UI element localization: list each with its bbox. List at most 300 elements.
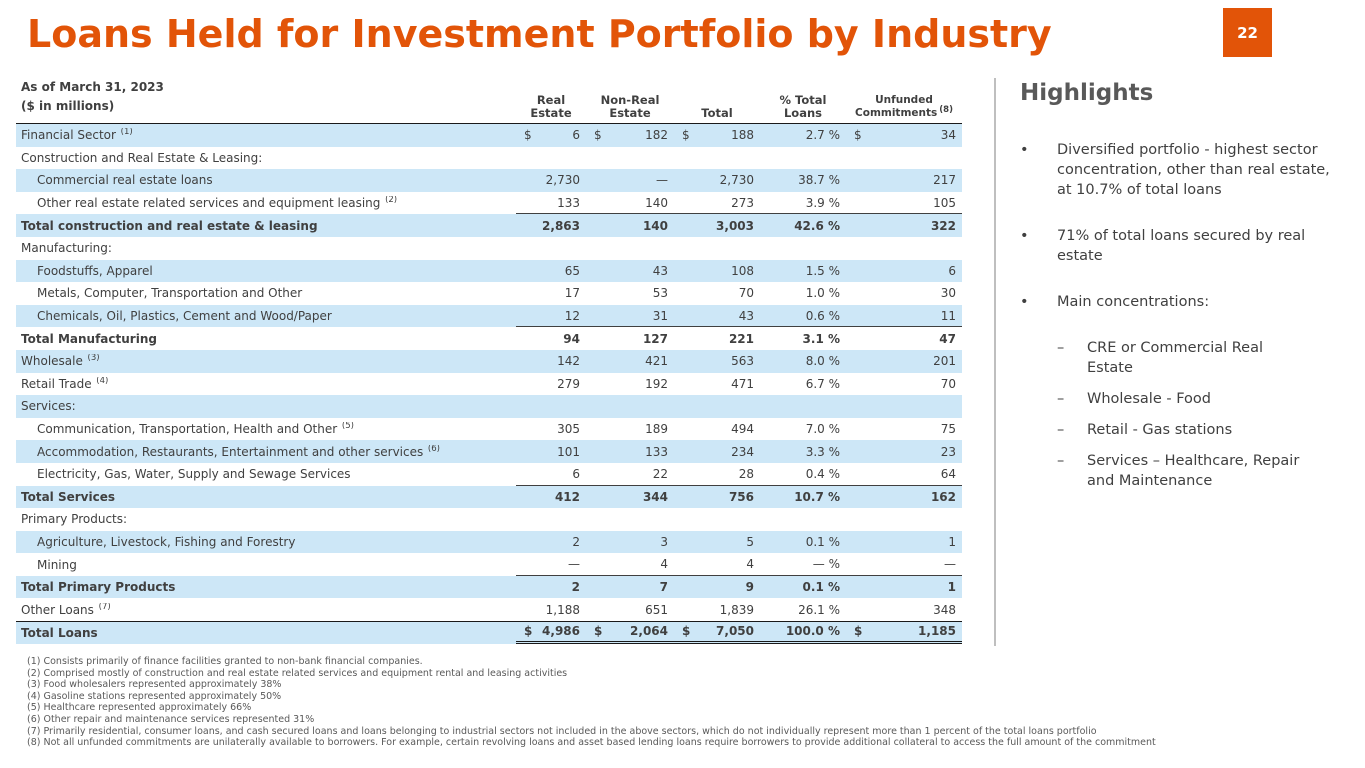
footnote-line: (1) Consists primarily of finance facilities granted to non-bank financial companies. — [27, 656, 423, 667]
row-label-text: Services: — [21, 399, 76, 414]
row-label — [16, 422, 516, 436]
highlights-panel — [1010, 78, 1350, 646]
header-line: Non-Real — [600, 93, 660, 107]
cell-non-real-estate — [586, 486, 674, 509]
cell-unfunded-commitments — [846, 531, 962, 554]
highlight-bullet — [1020, 292, 1350, 312]
cell-unfunded-commitments — [846, 373, 962, 396]
cell-total — [674, 214, 760, 237]
table-row — [16, 237, 962, 260]
cell-unfunded-commitments — [846, 214, 962, 237]
dollar-sign: $ — [594, 624, 603, 639]
footnote-line: (8) Not all unfunded commitments are unilaterally available to borrowers. For example, certain revolving loans and asset based lending loans require borrowers to provide additional collateral to access the full amount of the commitment — [27, 737, 1156, 749]
cell-unfunded-commitments — [846, 440, 962, 463]
cell-value: 6 — [948, 263, 956, 278]
cell-pct-total-loans — [760, 463, 846, 486]
cell-total — [674, 192, 760, 215]
cell-non-real-estate — [586, 147, 674, 170]
cell-value: — % — [812, 557, 840, 572]
highlight-bullet — [1020, 226, 1350, 266]
highlight-sub-bullet — [1057, 420, 1350, 440]
page-title: Loans Held for Investment Portfolio by Industry — [27, 12, 1052, 56]
cell-non-real-estate — [586, 282, 674, 305]
header-line: Total — [701, 106, 733, 120]
row-label-text: Agriculture, Livestock, Fishing and Forestry — [37, 534, 296, 549]
highlights-list — [1020, 140, 1350, 491]
table-row — [16, 282, 962, 305]
cell-value: 234 — [731, 444, 754, 459]
header-line: Unfunded — [875, 94, 933, 106]
cell-pct-total-loans — [760, 486, 846, 509]
footnote-ref: (7) — [95, 602, 111, 612]
cell-value: 1,188 — [545, 602, 580, 617]
header-line: Estate — [530, 106, 572, 120]
cell-real-estate — [516, 463, 586, 486]
row-label — [16, 580, 516, 594]
footnote-ref: (4) — [93, 376, 109, 386]
cell-total — [674, 350, 760, 373]
cell-value: 7 — [659, 580, 668, 595]
cell-real-estate — [516, 192, 586, 215]
row-label-text: Total construction and real estate & leasing — [21, 218, 318, 233]
cell-value: 4 — [746, 557, 754, 572]
cell-real-estate — [516, 350, 586, 373]
cell-real-estate — [516, 598, 586, 621]
table-row — [16, 327, 962, 350]
table-row — [16, 621, 962, 644]
highlight-sub-text: Wholesale - Food — [1087, 391, 1211, 407]
row-label — [16, 332, 516, 346]
cell-pct-total-loans — [760, 440, 846, 463]
loans-table — [16, 78, 962, 646]
cell-value: 0.1 % — [802, 580, 840, 595]
cell-real-estate — [516, 327, 586, 350]
header-line: % Total — [779, 93, 827, 107]
cell-pct-total-loans — [760, 576, 846, 599]
cell-total — [674, 622, 760, 644]
cell-real-estate — [516, 237, 586, 260]
cell-value: 348 — [933, 602, 956, 617]
row-label — [16, 490, 516, 504]
cell-value: 162 — [930, 489, 956, 504]
cell-value: 64 — [940, 466, 956, 481]
body — [16, 78, 1350, 646]
table-row — [16, 440, 962, 463]
cell-non-real-estate — [586, 418, 674, 441]
cell-total — [674, 463, 760, 486]
cell-real-estate — [516, 373, 586, 396]
table-row — [16, 305, 962, 328]
cell-non-real-estate — [586, 350, 674, 373]
table-row — [16, 395, 962, 418]
row-label — [16, 354, 516, 368]
cell-value: — — [656, 173, 668, 188]
header-line — [846, 104, 962, 120]
cell-total — [674, 327, 760, 350]
cell-real-estate — [516, 305, 586, 328]
cell-value: 7,050 — [716, 624, 754, 639]
cell-real-estate — [516, 553, 586, 576]
cell-value: 1,185 — [918, 624, 956, 639]
row-label — [16, 512, 516, 526]
cell-pct-total-loans — [760, 305, 846, 328]
cell-real-estate — [516, 531, 586, 554]
table-row — [16, 553, 962, 576]
cell-value: 70 — [738, 286, 754, 301]
cell-value: 471 — [731, 376, 754, 391]
cell-value: 2.7 % — [805, 128, 840, 143]
cell-value: 305 — [557, 422, 580, 437]
cell-value: 189 — [645, 422, 668, 437]
footnotes — [27, 656, 1357, 749]
cell-value: 182 — [645, 128, 668, 143]
footnote-ref: (3) — [84, 354, 100, 364]
cell-value: 28 — [738, 466, 754, 481]
footnote-ref: (6) — [425, 444, 440, 454]
cell-value: 17 — [564, 286, 580, 301]
cell-value: 1.0 % — [805, 286, 840, 301]
row-label — [16, 173, 516, 187]
cell-value: 140 — [642, 218, 668, 233]
table-caption — [16, 78, 516, 123]
highlight-text: Main concentrations: — [1057, 294, 1210, 310]
dollar-sign: $ — [854, 128, 862, 143]
bullet-icon: • — [1020, 294, 1029, 310]
cell-total — [674, 260, 760, 283]
cell-value: 94 — [563, 331, 580, 346]
cell-non-real-estate — [586, 598, 674, 621]
table-row — [16, 418, 962, 441]
cell-non-real-estate — [586, 260, 674, 283]
cell-value: — — [944, 557, 956, 572]
highlight-sub-text: Retail - Gas stations — [1087, 422, 1233, 438]
footnote-line: (6) Other repair and maintenance services represented 31% — [27, 713, 315, 725]
cell-value: 2,730 — [719, 173, 754, 188]
units-label: ($ in millions) — [21, 99, 115, 113]
title-bar — [27, 12, 1052, 56]
cell-value: 3,003 — [716, 218, 754, 233]
cell-value: 563 — [731, 354, 754, 369]
cell-total — [674, 282, 760, 305]
header-line: Real — [536, 93, 566, 107]
dollar-sign: $ — [682, 624, 691, 639]
cell-unfunded-commitments — [846, 463, 962, 486]
cell-real-estate — [516, 124, 586, 147]
cell-pct-total-loans — [760, 282, 846, 305]
col-header-total — [674, 78, 760, 123]
table-row — [16, 598, 962, 621]
cell-value: 2,064 — [630, 624, 668, 639]
highlight-sub-bullet — [1057, 389, 1350, 409]
cell-value: 133 — [557, 195, 580, 210]
cell-pct-total-loans — [760, 260, 846, 283]
row-label-text: Financial Sector — [21, 128, 116, 143]
table-row — [16, 373, 962, 396]
cell-non-real-estate — [586, 395, 674, 418]
row-label-text: Commercial real estate loans — [37, 173, 213, 188]
cell-value: 105 — [933, 195, 956, 210]
cell-value: 6.7 % — [805, 376, 840, 391]
cell-value: 3.9 % — [805, 195, 840, 210]
cell-value: 3 — [660, 534, 668, 549]
cell-real-estate — [516, 440, 586, 463]
cell-pct-total-loans — [760, 622, 846, 644]
table-row — [16, 169, 962, 192]
cell-total — [674, 169, 760, 192]
cell-non-real-estate — [586, 622, 674, 644]
cell-unfunded-commitments — [846, 576, 962, 599]
row-label-text: Accommodation, Restaurants, Entertainment and other services — [37, 444, 424, 459]
cell-value: 0.6 % — [805, 308, 840, 323]
highlight-sub-text: CRE or Commercial Real Estate — [1087, 340, 1264, 376]
col-header-pct-total-loans — [760, 78, 846, 123]
dollar-sign: $ — [594, 128, 602, 143]
cell-non-real-estate — [586, 214, 674, 237]
dollar-sign: $ — [682, 128, 690, 143]
cell-value: 8.0 % — [805, 354, 840, 369]
row-label-text: Electricity, Gas, Water, Supply and Sewage Services — [37, 467, 351, 482]
row-label — [16, 241, 516, 255]
row-label-text: Total Manufacturing — [21, 331, 157, 346]
cell-total — [674, 237, 760, 260]
cell-value: 26.1 % — [798, 602, 840, 617]
table-row — [16, 350, 962, 373]
row-label — [16, 151, 516, 165]
cell-non-real-estate — [586, 192, 674, 215]
cell-value: 5 — [746, 534, 754, 549]
cell-unfunded-commitments — [846, 553, 962, 576]
cell-total — [674, 418, 760, 441]
cell-value: 188 — [731, 128, 754, 143]
cell-total — [674, 124, 760, 147]
cell-unfunded-commitments — [846, 486, 962, 509]
cell-total — [674, 395, 760, 418]
cell-pct-total-loans — [760, 237, 846, 260]
col-header-non-real-estate — [586, 78, 674, 123]
row-label — [16, 286, 516, 300]
cell-value: — — [568, 557, 580, 572]
highlight-sub-bullet — [1057, 451, 1350, 491]
cell-non-real-estate — [586, 327, 674, 350]
cell-unfunded-commitments — [846, 282, 962, 305]
highlight-text: Diversified portfolio - highest sector concentration, other than real estate, at 10.7% of total loans — [1057, 142, 1330, 198]
dollar-sign: $ — [524, 624, 533, 639]
cell-value: 3.3 % — [805, 444, 840, 459]
cell-value: 42.6 % — [794, 218, 840, 233]
cell-value: 23 — [940, 444, 956, 459]
cell-value: 12 — [564, 308, 580, 323]
row-label — [16, 467, 516, 481]
cell-real-estate — [516, 622, 586, 644]
table-row — [16, 147, 962, 170]
row-label — [16, 264, 516, 278]
row-label-text: Mining — [37, 557, 77, 572]
cell-value: 70 — [940, 376, 956, 391]
header-line: Estate — [609, 106, 651, 120]
cell-value: 0.4 % — [805, 466, 840, 481]
footnote-line: (5) Healthcare represented approximately 66% — [27, 702, 252, 714]
cell-non-real-estate — [586, 508, 674, 531]
row-label — [16, 626, 516, 640]
cell-non-real-estate — [586, 463, 674, 486]
row-label — [16, 399, 516, 413]
cell-value: 3.1 % — [802, 331, 840, 346]
cell-value: 30 — [940, 286, 956, 301]
cell-non-real-estate — [586, 305, 674, 328]
cell-value: 108 — [731, 263, 754, 278]
cell-value: 127 — [642, 331, 668, 346]
dash-icon: – — [1057, 422, 1065, 438]
cell-value: 1.5 % — [805, 263, 840, 278]
row-label — [16, 196, 516, 210]
cell-pct-total-loans — [760, 508, 846, 531]
cell-unfunded-commitments — [846, 237, 962, 260]
col-header-unfunded-commitments — [846, 78, 962, 123]
cell-total — [674, 486, 760, 509]
bullet-icon: • — [1020, 228, 1029, 244]
highlights-title: Highlights — [1020, 80, 1154, 106]
row-label-text: Other Loans — [21, 602, 94, 617]
cell-value: 322 — [930, 218, 956, 233]
cell-value: 421 — [645, 354, 668, 369]
row-label — [16, 377, 516, 391]
cell-non-real-estate — [586, 237, 674, 260]
cell-total — [674, 440, 760, 463]
cell-real-estate — [516, 418, 586, 441]
page-number-badge: 22 — [1223, 8, 1272, 57]
cell-value: 192 — [645, 376, 668, 391]
cell-pct-total-loans — [760, 395, 846, 418]
footnote-line: (3) Food wholesalers represented approximately 38% — [27, 679, 282, 691]
cell-unfunded-commitments — [846, 508, 962, 531]
cell-pct-total-loans — [760, 124, 846, 147]
dash-icon: – — [1057, 453, 1065, 469]
row-label-text: Total Loans — [21, 625, 98, 640]
footnote-ref: (5) — [339, 422, 354, 432]
cell-value: 142 — [557, 354, 580, 369]
cell-value: 34 — [940, 128, 956, 143]
cell-pct-total-loans — [760, 169, 846, 192]
cell-total — [674, 553, 760, 576]
header-text: Commitments — [855, 107, 938, 119]
footnote-line: (2) Comprised mostly of construction and real estate related services and equipment rental and leasing activities — [27, 667, 568, 679]
row-label — [16, 535, 516, 549]
cell-total — [674, 373, 760, 396]
footnote-ref: (2) — [382, 196, 398, 206]
highlight-bullet — [1020, 140, 1350, 200]
cell-unfunded-commitments — [846, 305, 962, 328]
table-row — [16, 192, 962, 215]
cell-value: 221 — [728, 331, 754, 346]
cell-unfunded-commitments — [846, 260, 962, 283]
cell-pct-total-loans — [760, 350, 846, 373]
cell-total — [674, 531, 760, 554]
row-label-text: Primary Products: — [21, 512, 128, 527]
cell-value: 11 — [940, 308, 956, 323]
cell-value: 2,730 — [545, 173, 580, 188]
cell-value: 133 — [645, 444, 668, 459]
cell-value: 1,839 — [719, 602, 754, 617]
cell-unfunded-commitments — [846, 327, 962, 350]
cell-value: 6 — [572, 466, 580, 481]
cell-value: 217 — [933, 173, 956, 188]
table-row — [16, 214, 962, 237]
row-label-text: Chemicals, Oil, Plastics, Cement and Wood/Paper — [37, 309, 332, 324]
cell-value: 100.0 % — [785, 624, 840, 639]
table-row — [16, 260, 962, 283]
cell-unfunded-commitments — [846, 124, 962, 147]
cell-real-estate — [516, 395, 586, 418]
cell-real-estate — [516, 169, 586, 192]
cell-value: 140 — [645, 195, 668, 210]
col-header-real-estate — [516, 78, 586, 123]
cell-value: 494 — [731, 422, 754, 437]
table-row — [16, 486, 962, 509]
cell-real-estate — [516, 260, 586, 283]
cell-real-estate — [516, 282, 586, 305]
cell-non-real-estate — [586, 373, 674, 396]
cell-value: 279 — [557, 376, 580, 391]
row-label — [16, 445, 516, 459]
vertical-divider — [994, 78, 996, 646]
cell-pct-total-loans — [760, 327, 846, 350]
cell-value: 65 — [564, 263, 580, 278]
cell-unfunded-commitments — [846, 169, 962, 192]
cell-pct-total-loans — [760, 373, 846, 396]
cell-value: 0.1 % — [805, 534, 840, 549]
highlight-text: 71% of total loans secured by real estate — [1057, 228, 1306, 264]
cell-total — [674, 147, 760, 170]
cell-value: 344 — [642, 489, 668, 504]
cell-non-real-estate — [586, 576, 674, 599]
cell-unfunded-commitments — [846, 350, 962, 373]
cell-value: 2,863 — [542, 218, 580, 233]
table-row — [16, 463, 962, 486]
cell-value: 38.7 % — [798, 173, 840, 188]
cell-real-estate — [516, 508, 586, 531]
highlight-sub-text: Services – Healthcare, Repair and Maintenance — [1087, 453, 1300, 489]
cell-pct-total-loans — [760, 418, 846, 441]
row-label-text: Foodstuffs, Apparel — [37, 263, 153, 278]
cell-total — [674, 508, 760, 531]
cell-value: 2 — [572, 534, 580, 549]
cell-value: 22 — [652, 466, 668, 481]
cell-value: 4,986 — [542, 624, 580, 639]
dash-icon: – — [1057, 340, 1065, 356]
bullet-icon: • — [1020, 142, 1029, 158]
row-label-text: Metals, Computer, Transportation and Other — [37, 286, 303, 301]
row-label-text: Wholesale — [21, 354, 83, 369]
header-line: Loans — [783, 106, 823, 120]
cell-real-estate — [516, 486, 586, 509]
cell-value: 43 — [652, 263, 668, 278]
cell-non-real-estate — [586, 553, 674, 576]
as-of-date-label: As of March 31, 2023 — [21, 80, 164, 94]
table-row — [16, 124, 962, 147]
cell-value: 10.7 % — [794, 489, 840, 504]
table-header — [16, 78, 962, 124]
footnote-line: (7) Primarily residential, consumer loans, and cash secured loans and loans belonging to industrial sectors not included in the above sectors, which do not individually represent more than 1 percent of the total loans portfolio — [27, 725, 1097, 737]
cell-value: 651 — [645, 602, 668, 617]
cell-real-estate — [516, 147, 586, 170]
footnote-ref: (1) — [117, 128, 133, 138]
cell-real-estate — [516, 214, 586, 237]
cell-value: 1 — [948, 534, 956, 549]
cell-total — [674, 576, 760, 599]
row-label-text: Total Services — [21, 489, 115, 504]
row-label-text: Other real estate related services and equipment leasing — [37, 196, 381, 211]
row-label-text: Manufacturing: — [21, 241, 112, 256]
